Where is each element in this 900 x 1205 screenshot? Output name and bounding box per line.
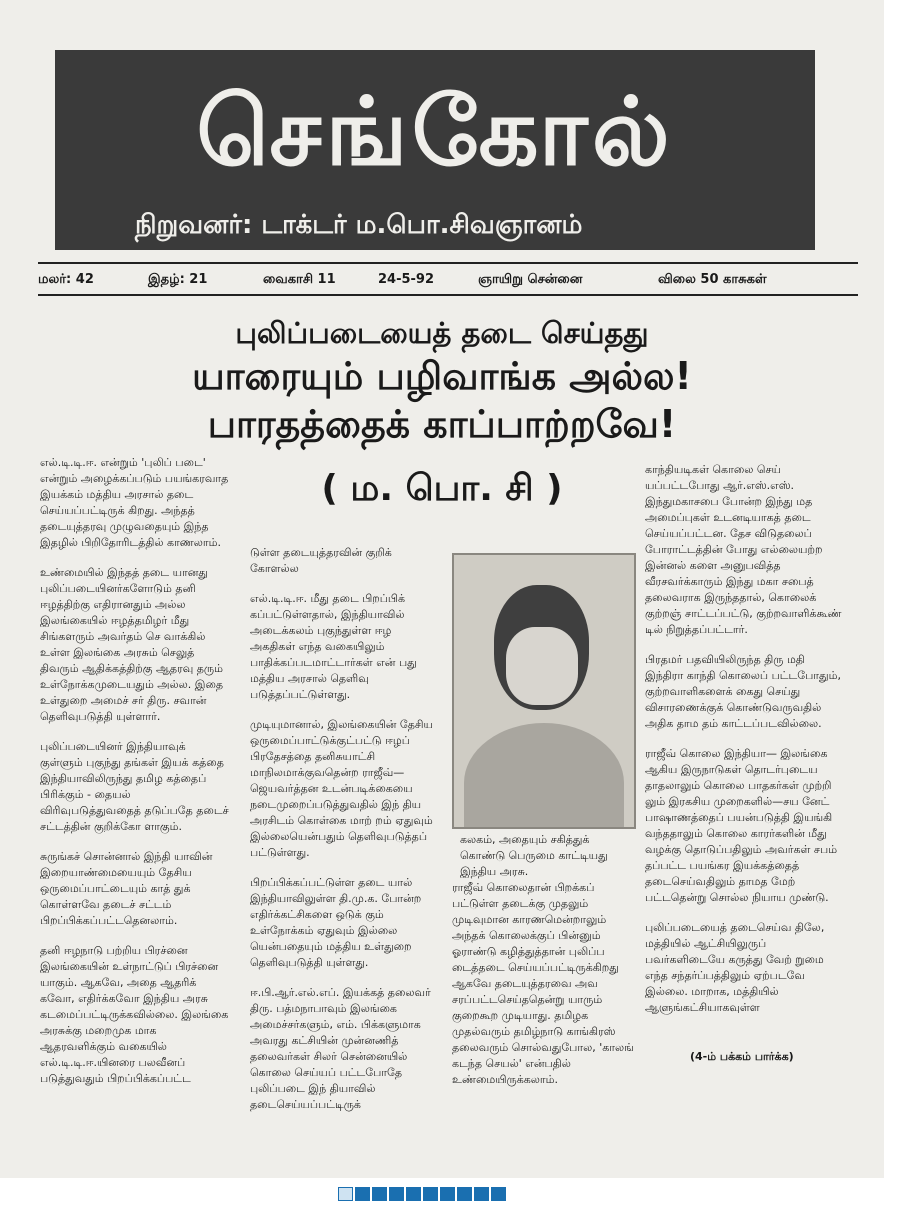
- photo-caption: கலகம், அதையும் சகித்துக் கொண்டு பெருமை காட்டியது இந்திய அரசு.: [460, 833, 608, 878]
- headline-line1: புலிப்படையைத் தடை செய்தது: [235, 316, 649, 350]
- paragraph: ராஜீவ் கொலைதான் பிறக்கப் பட்டுள்ள தடைக்கு முதலும் முடிவுமான காரணமென்றாலும் அந்தக் கொலைக்குப் பின்னும் ஓராண்டு கழித்துத்தான் புலிப்ப டைத்தடை செய்யப்பட்டிருக்கிறது ஆகவே தடையுத்தரவை அவ சரப்பட்டசெய்ததென்று யாரும் குறைகூற முடியாது. தமிழக முதல்வரும் தமிழ்நாடு காங்கிரஸ் தலைவரும் சொல்வதுபோல, 'காலங் கடந்த செயல்' என்பதில் உண்மையிருக்கலாம்.: [452, 881, 634, 1086]
- portrait-photo: [452, 553, 636, 829]
- photo-shoulders: [464, 723, 624, 829]
- paragraph: எல்.டி.டி.ஈ. மீது தடை பிறப்பிக் கப்பட்டுள்ளதால், இந்தியாவில் அடைக்கலம் புகுந்துள்ள ஈழ அகதிகள் எந்த வகையிலும் பாதிக்கப்படமாட்டார்கள் என் பது மத்திய அரசால் தெளிவு படுத்தப்பட்டுள்ளது.: [250, 592, 417, 701]
- page-thumb-current[interactable]: [338, 1187, 353, 1201]
- paragraph: சுருங்கச் சொன்னால் இந்தி யாவின் இறையாண்மையையும் தேசிய ஒருமைப்பாட்டையும் காத் துக் கொள்ளவே தடைச் சட்டம் பிறப்பிக்கப்பட்டதெனலாம்.: [40, 850, 213, 927]
- page-thumb[interactable]: [355, 1187, 370, 1201]
- dateline: [38, 268, 858, 292]
- rule-top: [38, 262, 858, 264]
- masthead-title: செங்கோல்: [196, 78, 674, 187]
- page-thumb[interactable]: [406, 1187, 421, 1201]
- page-thumbnail-strip[interactable]: [338, 1186, 508, 1200]
- dateline-volume: மலர்: 42: [38, 272, 94, 287]
- dateline-issue: இதழ்: 21: [148, 272, 208, 287]
- page-thumb[interactable]: [457, 1187, 472, 1201]
- paragraph: காந்தியடிகள் கொலை செய் யப்பட்டபோது ஆர்.எஸ்.எஸ். இந்துமகாசபை போன்ற இந்து மத அமைப்புகள் உடனடியாகத் தடை செய்யப்பட்டன. தேச விடுதலைப் போராட்டத்தின் போது எல்லையற்ற இன்னல் களை அனுபவித்த வீரசவர்க்காரும் இந்து மகா சபைத் தலைவராக இருந்ததால், கொலைக் குற்றஞ் சாட்டப்பட்டு, குற்றவாளிக்கூண் டில் நிறுத்தப்பட்டார்.: [645, 463, 842, 636]
- paragraph: எல்.டி.டி.ஈ. என்றும் 'புலிப் படை' என்றும் அழைக்கப்படும் பயங்கரவாத இயக்கம் மத்திய அரசால் தடை செய்யப்பட்டிருக் கிறது. அந்தத் தடையுத்தரவு முழுவதையும் இந்த இதழில் பிறிதோரிடத்தில் காணலாம்.: [40, 456, 229, 549]
- page-thumb[interactable]: [389, 1187, 404, 1201]
- paragraph: புலிப்படையினர் இந்தியாவுக் குள்ளும் புகுந்து தங்கள் இயக் கத்தை இந்தியாவிலிருந்து தமிழ கத்தைப் பிரிக்கும் - தையல் விரிவுபடுத்துவதைத் தடுப்பதே தடைச் சட்டத்தின் குறிக்கோ ளாகும்.: [40, 740, 229, 833]
- article-column-3: [645, 462, 845, 1030]
- paragraph: முடியுமானால், இலங்கையின் தேசிய ஒருமைப்பாட்டுக்குட்பட்டு ஈழப் பிரதேசத்தை தனிசுயாட்சி மாநிலமாக்குவதென்ற ராஜீவ்—ஜெயவர்த்தன உடன்படிக்கையை நடைமுறைப்படுத்துவதில் இந் திய அரசிடம் கொள்கை மாற் றம் ஏதுவும் இல்லையென்பதும் தெளிவுபடுத்தப் பட்டுள்ளது.: [250, 718, 433, 859]
- page-thumb[interactable]: [474, 1187, 489, 1201]
- dateline-price: விலை 50 காசுகள்: [658, 272, 767, 287]
- dateline-place: ஞாயிறு சென்னை: [478, 272, 583, 287]
- headline-line3: பாரதத்தைக் காப்பாற்றவே!: [207, 402, 677, 446]
- page-thumb[interactable]: [423, 1187, 438, 1201]
- paragraph: ராஜீவ் கொலை இந்தியா— இலங்கை ஆகிய இருநாடுகள் தொடர்புடைய தாதலாலும் கொலை பாதகர்கள் முற்றி லும் இரகசிய முறைகளில்—சய னேட் பாஷாணத்தைப் பயன்படுத்தி இயங்கி வந்ததாலும் கொலை காரர்களின் மீது வழக்கு தொடுப்பதிலும் அவர்கள் சபம் தப்பட்ட பயங்கர இயக்கத்தைத் தடைசெய்வதிலும் தாமத மேற் பட்டதென்று சொல்ல நியாய முண்டு.: [645, 747, 838, 904]
- paragraph: பிரதமர் பதவியிலிருந்த திரு மதி இந்திரா காந்தி கொலைப் பட்டபோதும், குற்றவாளிகளைக் கைது செய்து விசாரணைக்குக் கொண்டுவருவதில் அதிக தாம தம் காட்டப்படவில்லை.: [645, 653, 841, 730]
- photo-face: [506, 627, 578, 705]
- page-thumb[interactable]: [372, 1187, 387, 1201]
- paragraph: உண்மையில் இந்தத் தடை யானது புலிப்படையினர்களோடும் தனி ஈழத்திற்கு எதிரானதும் அல்ல இலங்கையில் ஈழத்தமிழர் மீது சிங்களரும் அவர்தம் செ வாக்கில் உள்ள இலங்கை அரசும் செலுத் திவரும் ஆதிக்கத்திற்கு ஆதரவு தரும் உள்நோக்கமுடையதும் அல்ல. இதை உள்துறை அமைச் சர் திரு. சவான் தெளிவுபடுத்தி யுள்ளார்.: [40, 566, 224, 723]
- page-thumb[interactable]: [440, 1187, 455, 1201]
- article-column-1: [40, 455, 230, 1101]
- masthead-subtitle: நிறுவனர்: டாக்டர் ம.பொ.சிவஞானம்: [135, 210, 583, 240]
- rule-bottom: [38, 294, 858, 296]
- paragraph: தனி ஈழநாடு பற்றிய பிரச்னை இலங்கையின் உள்நாட்டுப் பிரச்னை யாகும். ஆகவே, அதை ஆதரிக் கவோ, எதிர்க்கவோ இந்திய அரசு கடமைப்பட்டிருக்கவில்லை. இலங்கை அரசுக்கு மறைமுக மாக ஆதரவளிக்கும் வகையில் எல்.டி.டி.ஈ.யினரை பலவீனப் படுத்துவதும் பிறப்பிக்கப்பட்ட: [40, 944, 229, 1085]
- continued-note: (4-ம் பக்கம் பார்க்க): [690, 1050, 794, 1063]
- paragraph: புலிப்படையைத் தடைசெய்வ திலே, மத்தியில் ஆட்சியிலுருப் பவர்களிடையே கருத்து வேற் றுமை எந்த சந்தர்ப்பத்திலும் ஏற்படவே இல்லை. மாறாக, மத்தியில் ஆளுங்கட்சியாகவுள்ள: [645, 921, 825, 1014]
- dateline-month: வைகாசி 11: [263, 272, 336, 287]
- masthead: [55, 50, 815, 250]
- headline-byline: ( ம. பொ. சி ): [321, 468, 563, 509]
- paragraph: பிறப்பிக்கப்பட்டுள்ள தடை யால் இந்தியாவிலுள்ள தி.மு.க. போன்ற எதிர்க்கட்சிகளை ஒடுக் கும் உள்நோக்கம் ஏதுவும் இல்லை யென்பதையும் மத்திய உள்துறை தெளிவுபடுத்தி யுள்ளது.: [250, 876, 422, 969]
- page-thumb[interactable]: [491, 1187, 506, 1201]
- page-edge: [884, 0, 900, 1178]
- dateline-date: 24-5-92: [378, 272, 435, 287]
- headline-line2: யாரையும் பழிவாங்க அல்ல!: [192, 354, 692, 398]
- article-column-2b: [452, 880, 637, 1102]
- paragraph: ஈ.பி.ஆர்.எல்.எப். இயக்கத் தலைவர் திரு. பத்மநாபாவும் இலங்கை அமைச்சர்களும், எம். பிக்களுமாக அவரது கட்சியின் முன்னணித் தலைவர்கள் சிலர் சென்னையில் கொலை செய்யப் பட்டபோதே புலிப்படை இந் தியாவில் தடைசெய்யப்பட்டிருக்: [250, 986, 431, 1111]
- article-column-2: [250, 545, 440, 1127]
- paragraph: டுள்ள தடையுத்தரவின் குறிக் கோளல்ல: [250, 546, 392, 575]
- masthead-sub-band: [55, 200, 815, 250]
